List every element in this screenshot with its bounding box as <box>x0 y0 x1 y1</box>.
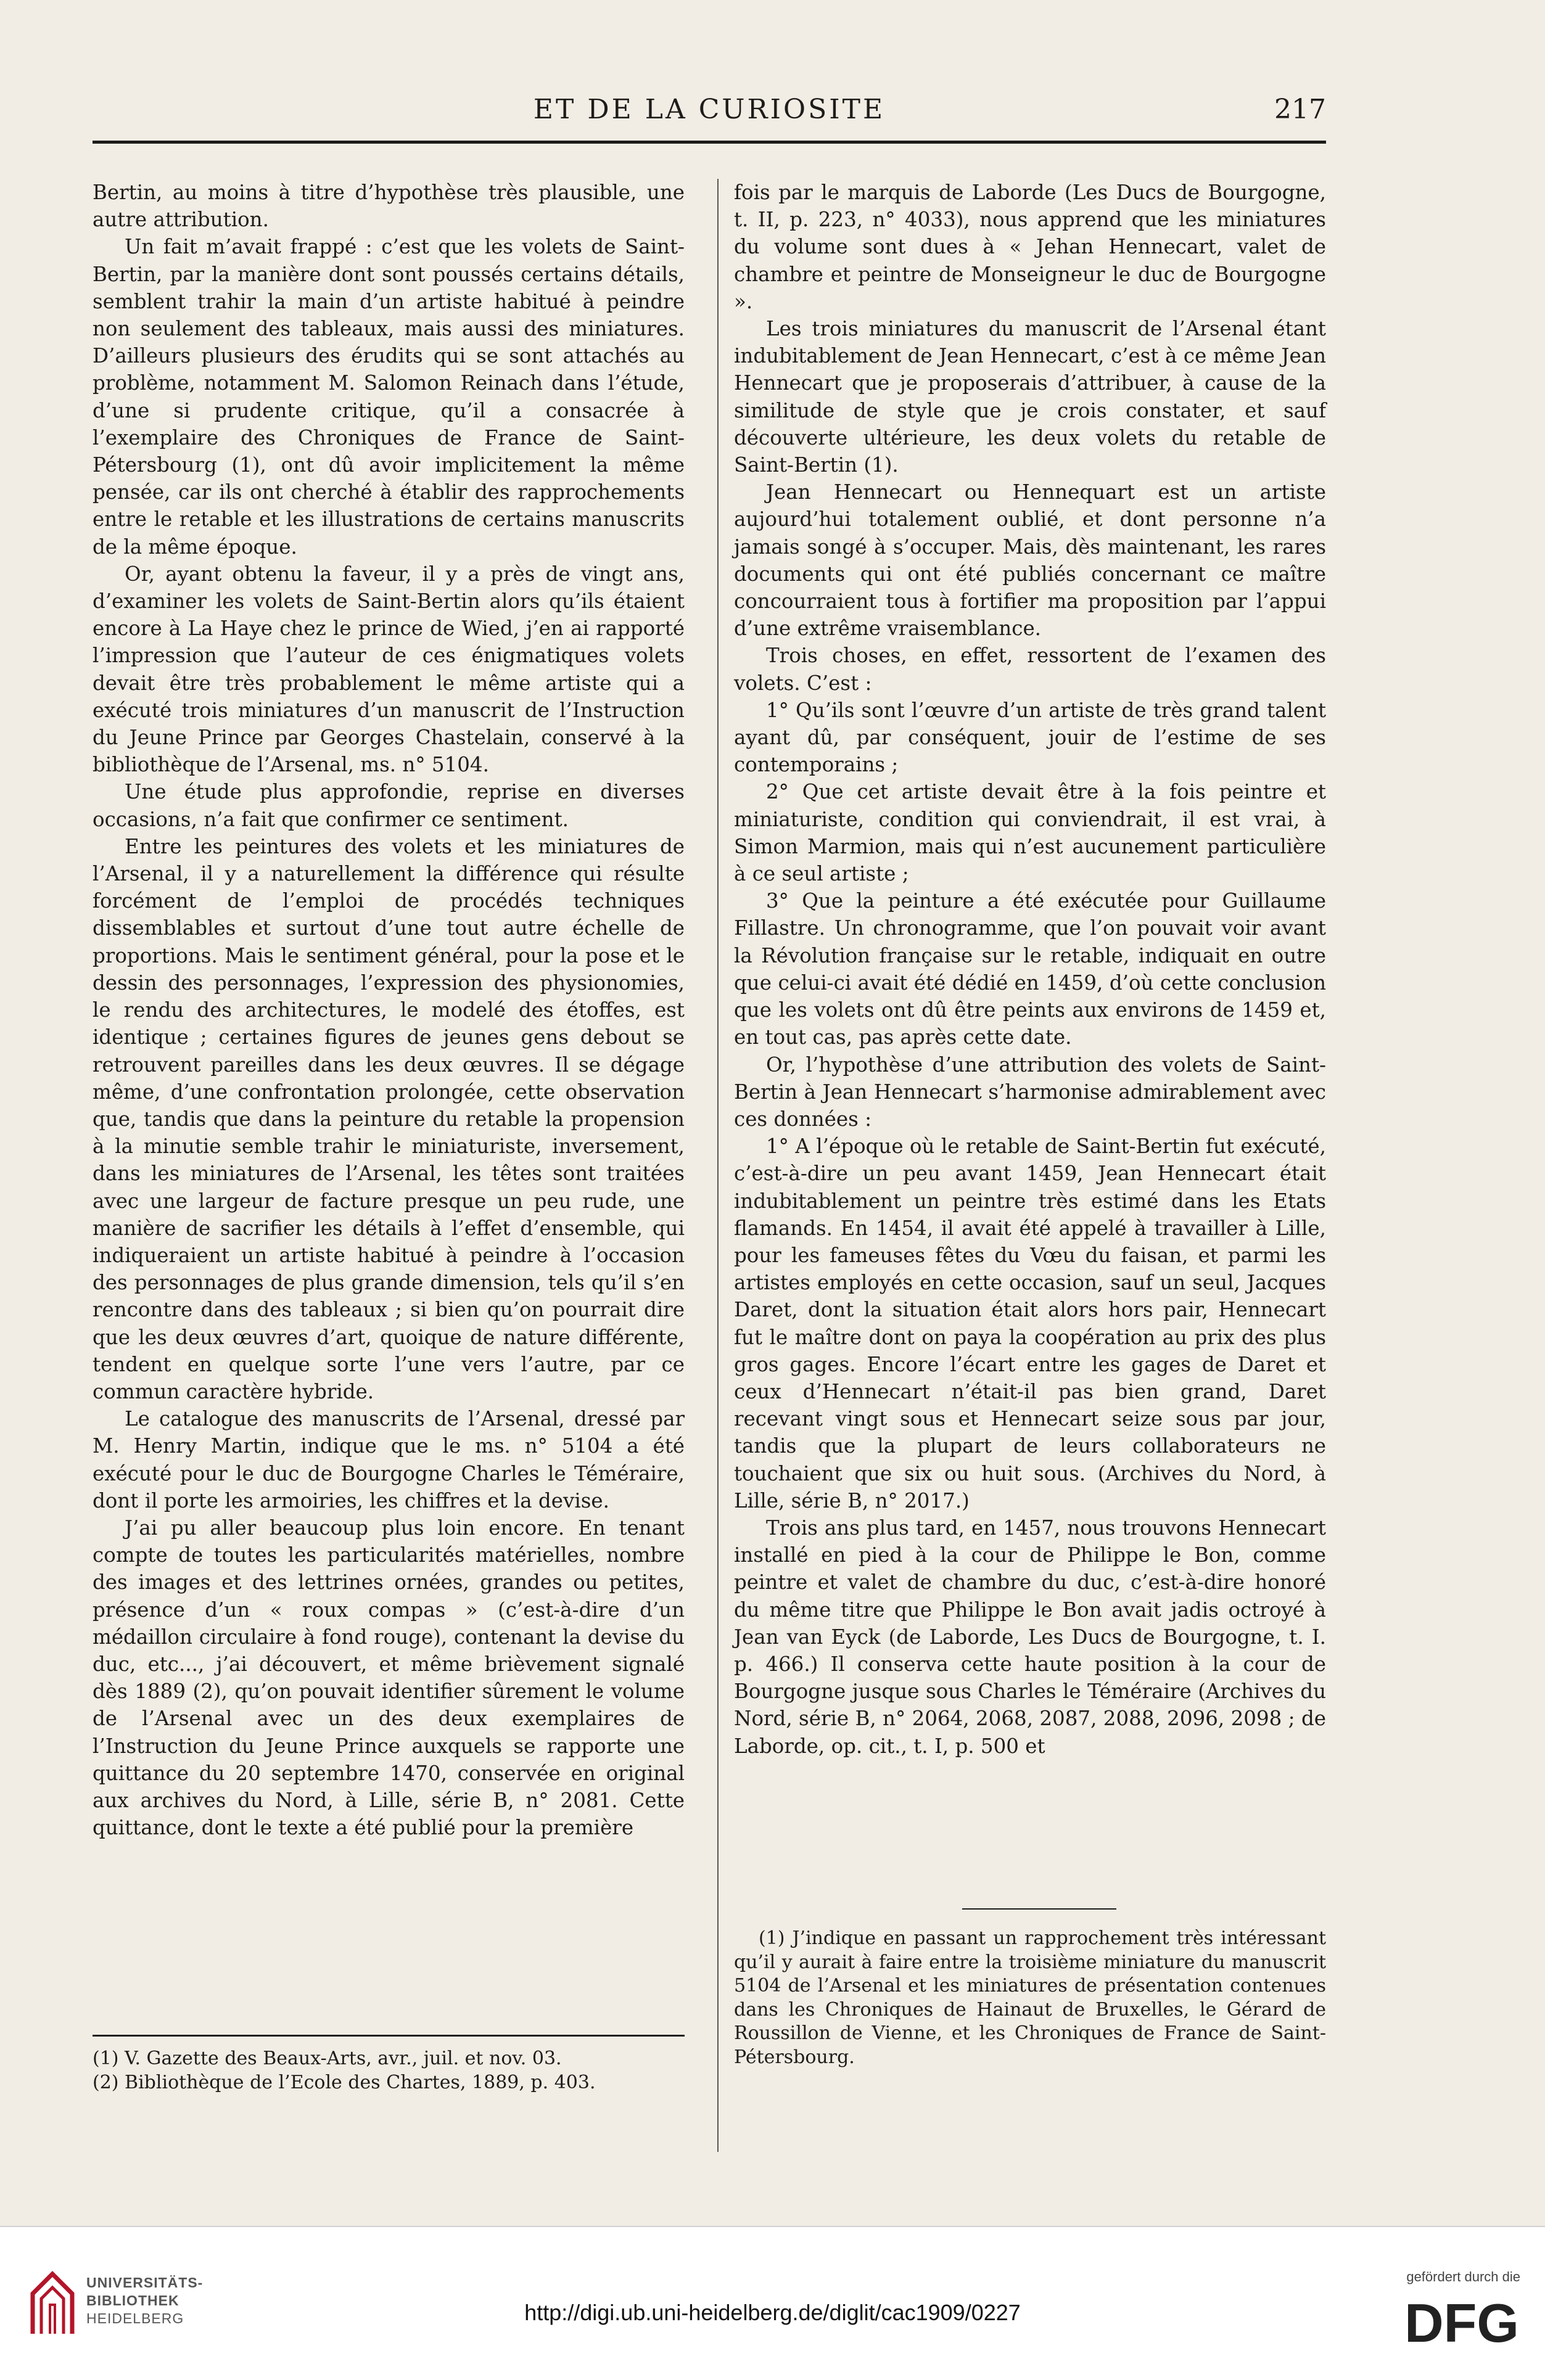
paragraph: Un fait m’avait frappé : c’est que les volets de Saint-Bertin, par la manière dont sont poussés certains détails, semblent trahir la main d’un artiste habitué à peindre non seulement des tableaux, mais aussi des miniatures. D’ailleurs plusieurs des érudits qui se sont attachés au problème, notamment M. Salomon Reinach dans l’étude, d’une si prudente critique, qu’il a consacrée à l’exemplaire des Chroniques de France de Saint-Pétersbourg (1), ont dû avoir implicitement la même pensée, car ils ont cherché à établir des rapprochements entre le retable et les illustrations de certains manuscrits de la même époque. <box>93 235 685 559</box>
page-number: 217 <box>1274 94 1326 125</box>
paragraph: fois par le marquis de Laborde (Les Ducs de Bourgogne, t. II, p. 223, n° 4033), nous apprend que les miniatures du volume sont dues à « Jehan Hennecart, valet de chambre et peintre de Monseigneur le duc de Bourgogne ». <box>734 181 1326 313</box>
paragraph: 2° Que cet artiste devait être à la fois peintre et miniaturiste, condition qui conviendrait, il est vrai, à Simon Marmion, mais qui n’est aucunement particulière à ce seul artiste ; <box>734 780 1326 886</box>
paragraph: Le catalogue des manuscrits de l’Arsenal, dressé par M. Henry Martin, indique que le ms. n° 5104 a été exécuté pour le duc de Bourgogne Charles le Téméraire, dont il porte les armoiries, les chiffres et la devise. <box>93 1407 685 1512</box>
paragraph: Entre les peintures des volets et les miniatures de l’Arsenal, il y a naturellement la différence qui résulte forcément de l’emploi de procédés techniques dissemblables et surtout d’une tout autre échelle de proportions. Mais le sentiment général, pour la pose et le dessin des personnages, l’expression des physionomies, le rendu des architectures, le modelé des étoffes, est identique ; certaines figures de jeunes gens debout se retrouvent pareilles dans les deux œuvres. Il se dégage même, d’une confrontation prolongée, cette observation que, tandis que dans la peinture du retable la propension à la minutie semble trahir le miniaturiste, inversement, dans les miniatures de l’Arsenal, les têtes sont traitées avec une largeur de facture presque un peu rude, une manière de sacrifier les détails à l’effet d’ensemble, qui indiqueraient un artiste habitué à peindre à l’occasion des personnages de plus grande dimension, tels qu’il s’en rencontre dans des tableaux ; si bien qu’on pourrait dire que les deux œuvres d’art, quoique de nature différente, tendent en quelque sorte l’une vers l’autre, par ce commun caractère hybride. <box>93 834 685 1403</box>
source-url-link[interactable]: http://digi.ub.uni-heidelberg.de/diglit/cac1909/0227 <box>524 2300 1021 2325</box>
digitization-footer <box>0 2226 1545 2380</box>
paragraph: J’ai pu aller beaucoup plus loin encore. En tenant compte de toutes les particularités matérielles, nombre des images et des lettrines ornées, grandes ou petites, présence d’un « roux compas » (c’est-à-dire d’un médaillon circulaire à fond rouge), contenant la devise du duc, etc..., j’ai découvert, et même brièvement signalé dès 1889 (2), qu’on pouvait identifier sûrement le volume de l’Arsenal avec un des deux exemplaires de l’Instruction du Jeune Prince auxquels se rapporte une quittance du 20 septembre 1470, conservée en original aux archives du Nord, à Lille, série B, n° 2081. Cette quittance, dont le texte a été publié pour la première <box>93 1516 685 1840</box>
funder-caption: gefördert durch die <box>1406 2269 1520 2284</box>
footnote: (2) Bibliothèque de l’Ecole des Chartes, 1889, p. 403. <box>93 2071 596 2093</box>
paragraph: Trois choses, en effet, ressortent de l’examen des volets. C’est : <box>734 644 1326 695</box>
footer-rule <box>0 2226 1545 2227</box>
header-rule <box>93 141 1326 144</box>
paragraph: Jean Hennecart ou Hennequart est un artiste aujourd’hui totalement oublié, et dont personne n’a jamais songé à s’occuper. Mais, dès maintenant, les rares documents qui ont été publiés concernant ce maître concourraient tous à fortifier ma proposition par l’appui d’une extrême vraisemblance. <box>734 480 1326 641</box>
running-head <box>93 91 1326 134</box>
paragraph: Les trois miniatures du manuscrit de l’Arsenal étant indubitablement de Jean Hennecart, c’est à ce même Jean Hennecart que je proposerais d’attribuer, à cause de la similitude de style que je crois constater, et sauf découverte ultérieure, les deux volets du retable de Saint-Bertin (1). <box>734 317 1326 477</box>
library-name: UNIVERSITÄTS- BIBLIOTHEK HEIDELBERG <box>86 2275 204 2326</box>
right-footnotes <box>734 1927 1326 2069</box>
column-divider <box>717 179 719 2152</box>
footnote-rule <box>93 2035 685 2037</box>
paragraph: 1° Qu’ils sont l’œuvre d’un artiste de très grand talent ayant dû, par conséquent, jouir de l’estime de ses contemporains ; <box>734 698 1326 777</box>
footnote: (1) J’indique en passant un rapprochement très intéressant qu’il y aurait à faire entre la troisième miniature du manuscrit 5104 de l’Arsenal et les miniatures de présentation contenues dans les Chroniques de Hainaut de Bruxelles, le Gérard de Roussillon de Vienne, et les Chroniques de France de Saint-Pétersbourg. <box>734 1927 1326 2068</box>
left-footnotes <box>93 2047 685 2095</box>
paragraph: Or, ayant obtenu la faveur, il y a près de vingt ans, d’examiner les volets de Saint-Bertin alors qu’ils étaient encore à La Haye chez le prince de Wied, j’en ai rapporté l’impression que l’auteur de ces énigmatiques volets devait être très probablement le même artiste qui a exécuté trois miniatures d’un manuscrit de l’Instruction du Jeune Prince par Georges Chastelain, conservé à la bibliothèque de l’Arsenal, ms. n° 5104. <box>93 562 685 777</box>
left-column <box>93 179 685 1841</box>
right-column <box>734 179 1326 1760</box>
paragraph: 3° Que la peinture a été exécutée pour Guillaume Fillastre. Un chronogramme, que l’on pouvait voir avant la Révolution française sur le retable, indiquait en outre que celui-ci avait été dédié en 1459, d’où cette conclusion que les volets ont dû être peints aux environs de 1459 et, en tout cas, pas après cette date. <box>734 889 1326 1049</box>
footnote: (1) V. Gazette des Beaux-Arts, avr., juil. et nov. 03. <box>93 2048 562 2069</box>
dfg-logo-icon <box>1403 2294 1520 2349</box>
paragraph: 1° A l’époque où le retable de Saint-Bertin fut exécuté, c’est-à-dire un peu avant 1459, Jean Hennecart était indubitablement un peintre très estimé dans les Etats flamands. En 1454, il avait été appelé à travailler à Lille, pour les fameuses fêtes du Vœu du faisan, et parmi les artistes employés en cette occasion, sauf un seul, Jacques Daret, dont la situation était alors hors pair, Hennecart fut le maître dont on paya la coopération au prix des plus gros gages. Encore l’écart entre les gages de Daret et ceux d’Hennecart n’était-il pas bien grand, Daret recevant vingt sous et Hennecart seize sous par jour, tandis que la plupart de leurs collaborateurs ne touchaient que six ou huit sous. (Archives du Nord, à Lille, série B, n° 2017.) <box>734 1135 1326 1512</box>
paragraph: Trois ans plus tard, en 1457, nous trouvons Hennecart installé en pied à la cour de Philippe le Bon, comme peintre et valet de chambre du duc, c’est-à-dire honoré du même titre que Philippe le Bon avait jadis octroyé à Jean van Eyck (de Laborde, Les Ducs de Bourgogne, t. I. p. 466.) Il conserva cette haute position à la cour de Bourgogne jusque sous Charles le Téméraire (Archives du Nord, série B, n° 2064, 2068, 2087, 2088, 2096, 2098 ; de Laborde, op. cit., t. I, p. 500 et <box>734 1516 1326 1758</box>
running-title: ET DE LA CURIOSITE <box>533 94 886 125</box>
paragraph: Or, l’hypothèse d’une attribution des volets de Saint-Bertin à Jean Hennecart s’harmonise admirablement avec ces données : <box>734 1053 1326 1131</box>
dfg-logo-text: DFG <box>1404 2294 1519 2349</box>
footnote-rule <box>962 1908 1116 1910</box>
paragraph: Une étude plus approfondie, reprise en diverses occasions, n’a fait que confirmer ce sentiment. <box>93 780 685 831</box>
paragraph: Bertin, au moins à titre d’hypothèse très plausible, une autre attribution. <box>93 181 685 232</box>
